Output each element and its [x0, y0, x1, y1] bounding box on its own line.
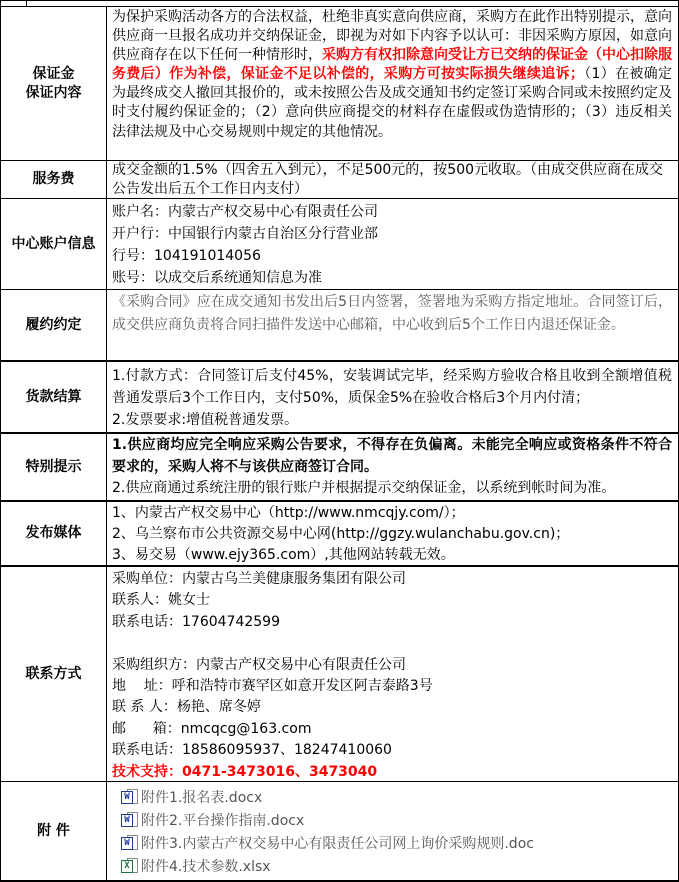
row-header-special-notice: [1, 434, 107, 500]
row-service-fee: [1, 160, 678, 198]
purchaser-contact-person-line: 联系人：姚女士: [112, 592, 210, 609]
media-item-wulanchabu: 2、乌兰察布市公共资源交易中心网(http://ggzy.wulanchabu.gov.cn)；: [112, 526, 570, 542]
row-header-center-account: [1, 199, 107, 289]
special-notice-bold-clause: 1.供应商均应完全响应采购公告要求，不得存在负偏离。未能完全响应或资格条件不符合要求的，采购人将不与该供应商签订合同。: [112, 437, 672, 475]
deposit-text-conditions: （1）在被确定为最终成交人撤回其报价的，或未按照公告及成交通知书约定签订采购合同或未按照约定及时支付履约保证金的；（2）意向供应商提交的材料存在虚假或伪造情形的；（3）违反相关法律法规及中心交易规则中规定的其他情况。: [112, 66, 672, 140]
row-header-label: 保证金: [32, 65, 75, 82]
attachment-link-3[interactable]: [121, 833, 672, 856]
deposit-text-penalty-highlight: 采购方有权扣除意向受让方已交纳的保证金（中心扣除服务费后）作为补偿，保证金不足以补偿的，采购方可按实际损失继续追诉；: [112, 47, 672, 83]
attachment-link-4[interactable]: [121, 856, 672, 879]
attachment-label: 附件1.报名表.docx: [141, 790, 263, 806]
word-file-icon: W: [121, 835, 138, 851]
row-attachments: [1, 781, 678, 880]
row-header-label: 附 件: [37, 822, 70, 839]
special-notice-normal-clause: 2.供应商通过系统注册的银行账户并根据提示交纳保证金，以系统到帐时间为准。: [112, 480, 616, 497]
blank-line: [112, 633, 672, 654]
word-file-icon: W: [121, 812, 138, 828]
row-header-performance: [1, 290, 107, 360]
deposit-text-lead: 为保护采购活动各方的合法权益，杜绝非真实意向供应商，采购方在此作出特别提示，意向供应商一旦报名成功并交纳保证金，即视为对如下内容予以认可：非因采购方原因，如意向供应商存在以下任何一种情形时，: [112, 9, 672, 64]
row-header-label: 发布媒体: [25, 525, 82, 541]
previous-row-fragment: [1, 1, 678, 7]
invoice-requirement-line: 2.发票要求:增值税普通发票。: [112, 412, 299, 428]
row-header-label: 特别提示: [25, 458, 82, 475]
row-header-label: 履约约定: [25, 316, 82, 333]
row-header-attachments: [1, 782, 107, 880]
row-header-publish-media: [1, 502, 107, 565]
attachment-label: 附件4.技术参数.xlsx: [141, 859, 271, 875]
payment-method-line: 1.付款方式：合同签订后支付45%，安装调试完毕，经采购方验收合格且收到全额增值税普通发票后3个工作日内，支付50%，质保金5%在验收合格后3个月内付清；: [112, 368, 672, 406]
organizer-email-line: 邮 箱：nmcqcg@163.com: [112, 720, 312, 737]
row-center-account: [1, 198, 678, 289]
attachment-label: 附件2.平台操作指南.docx: [141, 813, 305, 829]
row-contact-info: [1, 565, 678, 781]
bank-number-line: 行号：104191014056: [112, 248, 261, 264]
row-header-service-fee: [1, 161, 107, 198]
deposit-terms-text: [107, 7, 678, 160]
excel-file-icon: X: [121, 858, 138, 874]
organizer-address-line: 地 址：呼和浩特市赛罕区如意开发区阿吉泰路3号: [112, 678, 433, 695]
tech-support-line: 技术支持：0471-3473016、3473040: [112, 763, 378, 780]
organizer-line: 采购组织方：内蒙古产权交易中心有限责任公司: [112, 656, 406, 673]
row-header-label: 中心账户信息: [11, 235, 96, 252]
media-item-ejy365: 3、易交易（www.ejy365.com）,其他网站转载无效。: [112, 547, 455, 563]
word-file-icon: W: [121, 789, 138, 805]
cell-divider-line: [26, 1, 27, 6]
attachment-link-1[interactable]: [121, 787, 672, 810]
row-header-payment: [1, 362, 107, 432]
purchaser-unit-line: 采购单位：内蒙古乌兰美健康服务集团有限公司: [112, 571, 406, 587]
payment-settlement-text: [107, 362, 678, 432]
service-fee-text: 成交金额的1.5%（四舍五入到元），不足500元的，按500元收取。（由成交供应商在成交公告发出后五个工作日内支付）: [112, 162, 664, 197]
contact-info-block: [107, 567, 678, 781]
organizer-contact-person-line: 联 系 人：杨艳、席冬婷: [112, 699, 261, 716]
row-header-label: 联系方式: [25, 665, 82, 682]
row-performance-terms: [1, 289, 678, 360]
row-special-notice: [1, 432, 678, 500]
bank-name-line: 开户行：中国银行内蒙古自治区分行营业部: [112, 226, 378, 242]
row-publish-media: [1, 500, 678, 565]
row-header-label: 货款结算: [25, 388, 82, 405]
organizer-phone-line: 联系电话：18586095937、18247410060: [112, 742, 392, 759]
row-payment-settlement: [1, 360, 678, 432]
account-name-line: 账户名：内蒙古产权交易中心有限责任公司: [112, 204, 378, 220]
performance-terms-text: 《采购合同》应在成交通知书发出后5日内签署，签署地为采购方指定地址。合同签订后，成交供应商负责将合同扫描件发送中心邮箱，中心收到后5个工作日内退还保证金。: [112, 294, 672, 333]
attachment-label: 附件3.内蒙古产权交易中心有限责任公司网上询价采购规则.doc: [141, 836, 534, 852]
attachment-link-2[interactable]: [121, 810, 672, 833]
row-header-deposit: [1, 7, 107, 160]
center-account-info: [107, 199, 678, 289]
purchaser-phone-line: 联系电话：17604742599: [112, 613, 280, 630]
attachment-list: [107, 782, 678, 880]
row-header-label: 服务费: [32, 171, 75, 187]
row-deposit-terms: [1, 7, 678, 160]
special-notice-text: [107, 434, 678, 500]
account-number-line: 账号：以成交后系统通知信息为准: [112, 270, 322, 286]
row-header-contact: [1, 567, 107, 781]
media-item-nmcqjy: 1、内蒙古产权交易中心（http://www.nmcqjy.com/）；: [112, 505, 465, 521]
row-header-label: 保证内容: [25, 84, 82, 101]
publish-media-list: [107, 502, 678, 565]
